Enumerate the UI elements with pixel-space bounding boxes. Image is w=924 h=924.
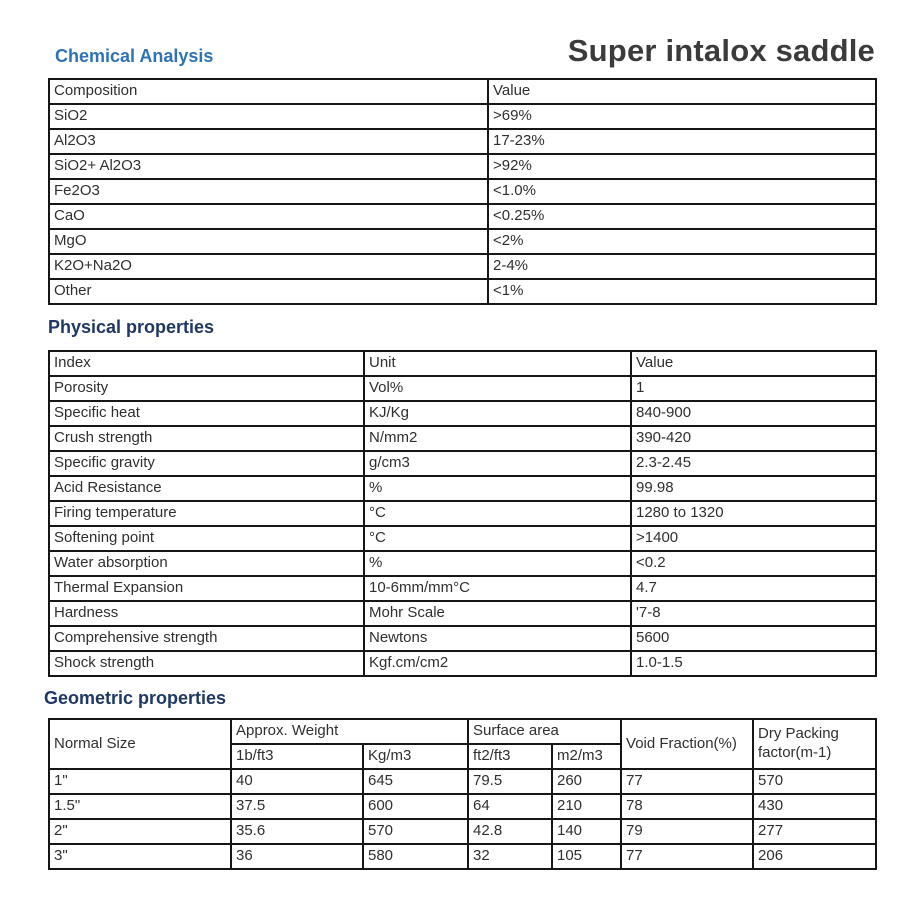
value-cell: >69% xyxy=(488,104,876,129)
physical-properties-table xyxy=(48,350,877,677)
table-row xyxy=(49,129,876,154)
index-cell: Comprehensive strength xyxy=(49,626,364,651)
table-row xyxy=(49,819,876,844)
weight-kgm3-cell: 645 xyxy=(363,769,468,794)
void-fraction-cell: 78 xyxy=(621,794,753,819)
composition-cell: SiO2 xyxy=(49,104,488,129)
table-row xyxy=(49,254,876,279)
table-row xyxy=(49,451,876,476)
weight-kgm3-cell: 570 xyxy=(363,819,468,844)
value-cell: >1400 xyxy=(631,526,876,551)
table-row xyxy=(49,526,876,551)
composition-cell: CaO xyxy=(49,204,488,229)
unit-cell: % xyxy=(364,476,631,501)
page-title: Super intalox saddle xyxy=(567,33,875,68)
column-header-surface-area: Surface area xyxy=(468,719,621,744)
column-header-dry-packing: Dry Packing factor(m-1) xyxy=(753,719,876,769)
index-cell: Thermal Expansion xyxy=(49,576,364,601)
weight-lbft3-cell: 37.5 xyxy=(231,794,363,819)
table-row xyxy=(49,651,876,676)
table-header-row xyxy=(49,79,876,104)
surface-ft2ft3-cell: 32 xyxy=(468,844,552,869)
table-row xyxy=(49,154,876,179)
composition-cell: K2O+Na2O xyxy=(49,254,488,279)
unit-cell: Kgf.cm/cm2 xyxy=(364,651,631,676)
table-row xyxy=(49,794,876,819)
geometric-properties-heading: Geometric properties xyxy=(44,688,227,709)
table-row xyxy=(49,844,876,869)
size-cell: 1" xyxy=(49,769,231,794)
table-row xyxy=(49,204,876,229)
value-cell: 840-900 xyxy=(631,401,876,426)
value-cell: <0.2 xyxy=(631,551,876,576)
surface-m2m3-cell: 105 xyxy=(552,844,621,869)
index-cell: Acid Resistance xyxy=(49,476,364,501)
table-header-row xyxy=(49,719,876,744)
dry-packing-cell: 277 xyxy=(753,819,876,844)
column-header-composition: Composition xyxy=(49,79,488,104)
index-cell: Water absorption xyxy=(49,551,364,576)
void-fraction-cell: 77 xyxy=(621,769,753,794)
composition-cell: Other xyxy=(49,279,488,304)
table-row xyxy=(49,229,876,254)
value-cell: 17-23% xyxy=(488,129,876,154)
index-cell: Specific gravity xyxy=(49,451,364,476)
value-cell: 4.7 xyxy=(631,576,876,601)
composition-cell: MgO xyxy=(49,229,488,254)
composition-cell: Al2O3 xyxy=(49,129,488,154)
value-cell: 1280 to 1320 xyxy=(631,501,876,526)
table-row xyxy=(49,426,876,451)
size-cell: 2" xyxy=(49,819,231,844)
chemical-analysis-table xyxy=(48,78,877,305)
column-header-value: Value xyxy=(631,351,876,376)
physical-properties-heading: Physical properties xyxy=(48,317,215,338)
value-cell: 5600 xyxy=(631,626,876,651)
unit-cell: KJ/Kg xyxy=(364,401,631,426)
document-page xyxy=(44,0,875,870)
unit-cell: N/mm2 xyxy=(364,426,631,451)
column-header-unit: Unit xyxy=(364,351,631,376)
value-cell: <0.25% xyxy=(488,204,876,229)
table-row xyxy=(49,104,876,129)
weight-kgm3-cell: 580 xyxy=(363,844,468,869)
column-header-value: Value xyxy=(488,79,876,104)
table-row xyxy=(49,401,876,426)
unit-cell: g/cm3 xyxy=(364,451,631,476)
chemical-analysis-heading: Chemical Analysis xyxy=(55,46,214,67)
void-fraction-cell: 79 xyxy=(621,819,753,844)
column-header-void-fraction: Void Fraction(%) xyxy=(621,719,753,769)
value-cell: 1 xyxy=(631,376,876,401)
dry-packing-cell: 570 xyxy=(753,769,876,794)
surface-m2m3-cell: 140 xyxy=(552,819,621,844)
surface-m2m3-cell: 210 xyxy=(552,794,621,819)
table-header-row xyxy=(49,351,876,376)
table-row xyxy=(49,501,876,526)
table-row xyxy=(49,626,876,651)
dry-packing-cell: 206 xyxy=(753,844,876,869)
surface-ft2ft3-cell: 64 xyxy=(468,794,552,819)
table-row xyxy=(49,279,876,304)
composition-cell: SiO2+ Al2O3 xyxy=(49,154,488,179)
subheader-m2-m3: m2/m3 xyxy=(552,744,621,769)
subheader-kg-m3: Kg/m3 xyxy=(363,744,468,769)
unit-cell: °C xyxy=(364,526,631,551)
unit-cell: Mohr Scale xyxy=(364,601,631,626)
column-header-normal-size: Normal Size xyxy=(49,719,231,769)
surface-ft2ft3-cell: 79.5 xyxy=(468,769,552,794)
table-row xyxy=(49,476,876,501)
surface-ft2ft3-cell: 42.8 xyxy=(468,819,552,844)
void-fraction-cell: 77 xyxy=(621,844,753,869)
weight-lbft3-cell: 35.6 xyxy=(231,819,363,844)
value-cell: <2% xyxy=(488,229,876,254)
dry-packing-cell: 430 xyxy=(753,794,876,819)
value-cell: '7-8 xyxy=(631,601,876,626)
index-cell: Softening point xyxy=(49,526,364,551)
index-cell: Shock strength xyxy=(49,651,364,676)
unit-cell: Vol% xyxy=(364,376,631,401)
value-cell: <1% xyxy=(488,279,876,304)
surface-m2m3-cell: 260 xyxy=(552,769,621,794)
value-cell: 390-420 xyxy=(631,426,876,451)
subheader-lb-ft3: 1b/ft3 xyxy=(231,744,363,769)
value-cell: 1.0-1.5 xyxy=(631,651,876,676)
weight-lbft3-cell: 40 xyxy=(231,769,363,794)
unit-cell: 10-6mm/mm°C xyxy=(364,576,631,601)
value-cell: 2-4% xyxy=(488,254,876,279)
weight-kgm3-cell: 600 xyxy=(363,794,468,819)
value-cell: 2.3-2.45 xyxy=(631,451,876,476)
unit-cell: °C xyxy=(364,501,631,526)
value-cell: <1.0% xyxy=(488,179,876,204)
weight-lbft3-cell: 36 xyxy=(231,844,363,869)
table-row xyxy=(49,551,876,576)
composition-cell: Fe2O3 xyxy=(49,179,488,204)
table-row xyxy=(49,576,876,601)
subheader-ft2-ft3: ft2/ft3 xyxy=(468,744,552,769)
table-row xyxy=(49,769,876,794)
table-row xyxy=(49,179,876,204)
unit-cell: % xyxy=(364,551,631,576)
document-header xyxy=(48,34,875,68)
table-row xyxy=(49,601,876,626)
unit-cell: Newtons xyxy=(364,626,631,651)
value-cell: >92% xyxy=(488,154,876,179)
value-cell: 99.98 xyxy=(631,476,876,501)
column-header-approx-weight: Approx. Weight xyxy=(231,719,468,744)
table-row xyxy=(49,376,876,401)
index-cell: Porosity xyxy=(49,376,364,401)
column-header-index: Index xyxy=(49,351,364,376)
index-cell: Hardness xyxy=(49,601,364,626)
index-cell: Specific heat xyxy=(49,401,364,426)
index-cell: Crush strength xyxy=(49,426,364,451)
size-cell: 1.5" xyxy=(49,794,231,819)
size-cell: 3" xyxy=(49,844,231,869)
index-cell: Firing temperature xyxy=(49,501,364,526)
geometric-properties-table xyxy=(48,718,877,870)
